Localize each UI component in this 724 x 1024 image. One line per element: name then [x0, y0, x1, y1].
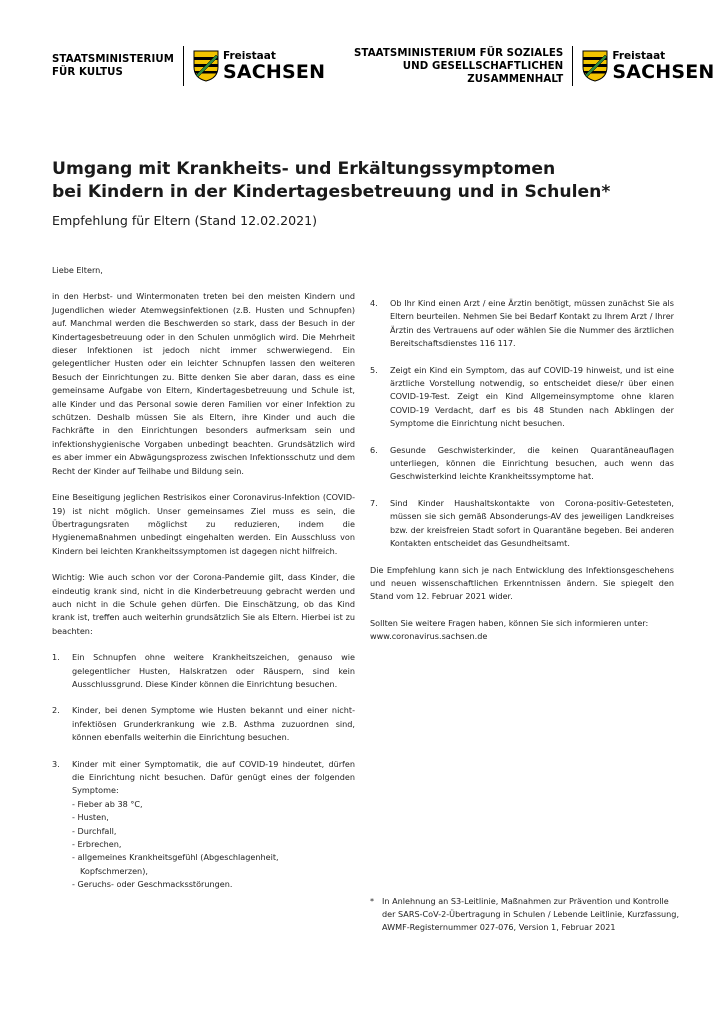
divider [183, 46, 184, 86]
list-text: Gesunde Geschwisterkinder, die keinen Quarantäneauflagen unterliegen, können die Einrichtung besuchen, auch wenn das Geschwisterkind leichte Krankheitssymptome hat. [390, 444, 674, 482]
logo-soziales [354, 46, 715, 86]
list-item [52, 704, 355, 744]
footnote-text: In Anlehnung an S3-Leitlinie, Maßnahmen zur Prävention und Kontrolle der SARS-CoV-2-Übertragung in Schulen / Lebende Leitlinie, Kurzfassung, AWMF-Registernummer 027-076, Version 1, Februar 2021 [382, 896, 680, 933]
list-text: Sind Kinder Haushaltskontakte von Corona-positiv-Getesteten, müssen sie sich gemäß Absonderungs-AV des jeweiligen Landkreises bzw. der kreisfreien Stadt sofort in Quarantäne begeben. Bei anderen Kontakten entscheidet das Gesundheitsamt. [390, 497, 674, 549]
list-number: 5. [370, 364, 378, 375]
list-number: 1. [52, 652, 60, 663]
title-line-2: bei Kindern in der Kindertagesbetreuung und in Schulen* [52, 182, 611, 202]
paragraph: Die Empfehlung kann sich je nach Entwicklung des Infektionsgeschehens und neuen wissenschaftlichen Erkenntnissen ändern. Sie spiegelt den Stand vom 12. Februar 2021 wider. [370, 564, 674, 602]
list-number: 2. [52, 705, 60, 716]
footnote-marker: * [370, 896, 375, 906]
paragraph: Eine Beseitigung jeglichen Restrisikos einer Coronavirus-Infektion (COVID-19) ist nicht möglich. Unser gemeinsames Ziel muss es sein, die Übertragungsraten möglichst zu reduzieren, indem die Hygienemaßnahmen unbedingt eingehalten werden. Ein Ausschluss von Kindern bei leichten Krankheitssymptomen ist dagegen nicht hilfreich. [52, 492, 355, 556]
symptom-item: - allgemeines Krankheitsgefühl (Abgeschlagenheit, [72, 852, 279, 863]
ministry-name-kultus [52, 53, 174, 79]
footnote [370, 895, 680, 935]
symptom-item: - Durchfall, [72, 825, 117, 836]
list-text: Ein Schnupfen ohne weitere Krankheitszeichen, genauso wie gelegentlicher Husten, Halskratzen oder Räuspern, sind kein Ausschlussgrund. Diese Kinder können die Einrichtung besuchen. [72, 652, 355, 689]
ministry-line: ZUSAMMENHALT [467, 73, 564, 85]
symptom-item: Kopfschmerzen), [80, 865, 148, 876]
paragraph: in den Herbst- und Wintermonaten treten bei den meisten Kindern und Jugendlichen wieder Atemwegsinfektionen (z.B. Husten und Schnupfen) auf. Manchmal werden die Beschwerden so stark, dass der Besuch in der Kindertagesbetreuung oder in den Schulen unmöglich wird. Die Mehrheit dieser Infektionen ist jedoch nicht immer schwerwiegend. Ein gelegentlicher Husten oder ein leichter Schnupfen lassen den weiteren Besuch der Einrichtungen zu. Bitte denken Sie aber daran, dass es eine gemeinsame Aufgabe von Eltern, Kindertagesbetreuung und Schule ist, alle Kinder und das Personal sowie deren Familien vor einer Infektion zu schützen. Deshalb müssen Sie als Eltern, ihre Kinder und auch die Fachkräfte in den Einrichtungen besonders aufmerksam sein und infektionshygienische Vorgaben unbedingt beachten. Grundsätzlich wird es aber immer ein Abwägungsprozess zwischen Infektionsschutz und dem Recht der Kinder auf Teilhabe und Bildung sein. [52, 291, 355, 476]
paragraph: Wichtig: Wie auch schon vor der Corona-Pandemie gilt, dass Kinder, die eindeutig krank sind, nicht in die Kinderbetreuung gebracht werden und auch nicht in die Schule gehen dürfen. Die Einschätzung, ob das Kind krank ist, treffen auch weiterhin grundsätzlich Sie als Eltern. Hierbei ist zu beachten: [52, 572, 355, 636]
list-item [52, 651, 355, 691]
list-item [52, 758, 355, 892]
freistaat-label: Freistaat [612, 49, 666, 62]
logo-kultus [52, 46, 325, 86]
list-item [370, 297, 674, 351]
list-text: Kinder, bei denen Symptome wie Husten bekannt und einer nicht-infektiösen Grunderkrankung wie z.B. Asthma zuzuordnen sind, können ebenfalls weiterhin die Einrichtung besuchen. [72, 705, 355, 743]
salutation: Liebe Eltern, [52, 265, 103, 275]
freistaat-wordmark [223, 51, 325, 82]
ministry-line: STAATSMINISTERIUM FÜR SOZIALES [354, 47, 564, 59]
symptom-item: - Geruchs- oder Geschmacksstörungen. [72, 879, 233, 890]
ministry-line: STAATSMINISTERIUM [52, 54, 174, 65]
divider [572, 46, 573, 86]
symptom-item: - Fieber ab 38 °C, [72, 798, 143, 809]
list-text: Kinder mit einer Symptomatik, die auf COVID-19 hindeutet, dürfen die Einrichtung nicht besuchen. Dafür genügt eines der folgenden Symptome: [72, 758, 355, 796]
saxony-coat-of-arms-icon [193, 50, 219, 82]
list-item [370, 497, 674, 551]
ministry-name-soziales [354, 47, 563, 86]
document-title [52, 158, 610, 204]
right-column [370, 297, 674, 644]
symptom-list [72, 798, 355, 892]
symptom-item: - Erbrechen, [72, 839, 122, 850]
website-link[interactable]: www.coronavirus.sachsen.de [370, 631, 488, 642]
list-item [370, 364, 674, 431]
list-text: Zeigt ein Kind ein Symptom, das auf COVID-19 hinweist, und ist eine ärztliche Vorstellung notwendig, so entscheidet diese/r über einen COVID-19-Test. Zeigt ein Kind Allgemeinsymptome ohne klaren COVID-19 Verdacht, darf es bis 48 Stunden nach Abklingen der Symptome die Einrichtung nicht besuchen. [390, 364, 674, 429]
sachsen-label: SACHSEN [612, 60, 715, 83]
symptom-item: - Husten, [72, 812, 109, 823]
freistaat-label: Freistaat [223, 49, 276, 62]
list-item [370, 444, 674, 484]
ministry-line: FÜR KULTUS [52, 67, 123, 78]
list-number: 3. [52, 758, 60, 769]
sachsen-label: SACHSEN [223, 60, 326, 83]
document-subtitle: Empfehlung für Eltern (Stand 12.02.2021) [52, 213, 318, 228]
ministry-line: UND GESELLSCHAFTLICHEN [402, 60, 564, 72]
list-number: 6. [370, 444, 378, 455]
saxony-coat-of-arms-icon [582, 50, 608, 82]
left-column [52, 264, 355, 892]
title-line-1: Umgang mit Krankheits- und Erkältungssymptomen [52, 159, 556, 179]
list-number: 7. [370, 497, 378, 508]
list-number: 4. [370, 298, 378, 308]
list-text: Ob Ihr Kind einen Arzt / eine Ärztin benötigt, müssen zunächst Sie als Eltern beurteilen. Nehmen Sie bei Bedarf Kontakt zu Ihrem Arzt / Ihrer Ärztin des Vertrauens auf oder wählen Sie die Nummer des ärztlichen Bereitschaftsdienstes 116 117. [390, 298, 674, 349]
paragraph: Sollten Sie weitere Fragen haben, können Sie sich informieren unter: [370, 617, 649, 628]
freistaat-wordmark [612, 51, 714, 82]
